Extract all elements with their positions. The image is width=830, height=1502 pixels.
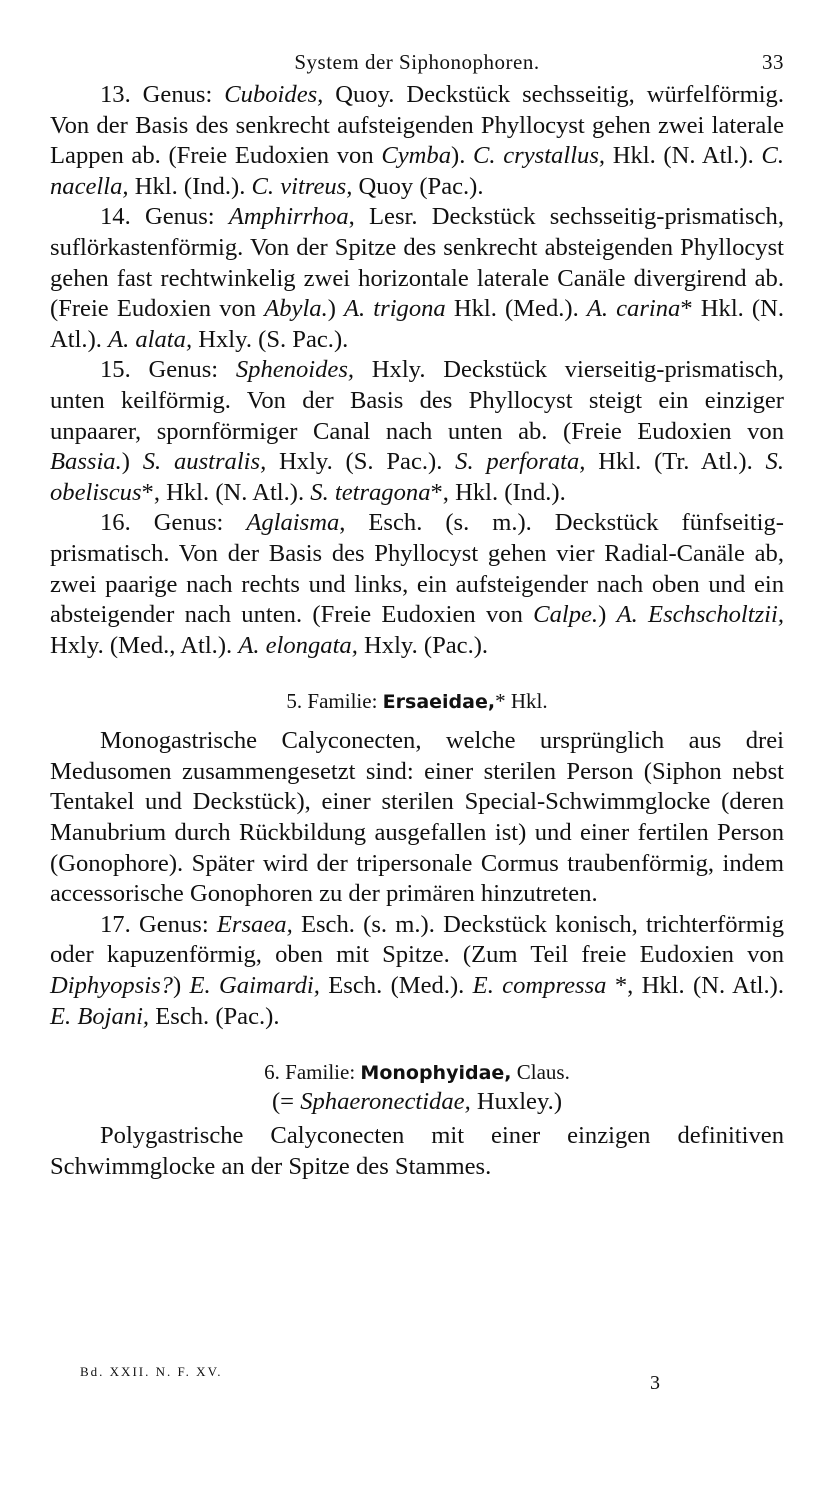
genus-text: Aglaisma, Esch. (s. m.). Deckstück fünfseitig-prismatisch. Von der Basis des Phyllocyst gehen vier Radial-Canäle ab, zwei paarige nach rechts und links, ein aufsteigender nach oben und ein absteigender nach unten. (Freie Eudoxien von Calpe.) A. Eschscholtzii, Hxly. (Med., Atl.). A. elongata, Hxly. (Pac.). bbox=[50, 509, 784, 659]
family-number: 6. Familie: bbox=[264, 1060, 356, 1085]
genus-number: 15. Genus: bbox=[100, 356, 219, 384]
genus-text: Sphenoides, Hxly. Deckstück vierseitig-prismatisch, unten keilförmig. Von der Basis des Phyllocyst steigt ein einziger unpaarer, spornförmiger Canal nach unten ab. (Freie Eudoxien von Bassia.) S. australis, Hxly. (S. Pac.). S. perforata, Hkl. (Tr. Atl.). S. obeliscus*, Hkl. (N. Atl.). S. tetragona*, Hkl. (Ind.). bbox=[50, 356, 784, 506]
sheet-number: 3 bbox=[650, 1372, 660, 1394]
family-6-heading bbox=[50, 1058, 784, 1087]
genus-15-paragraph bbox=[50, 355, 784, 508]
running-title: System der Siphonophoren. bbox=[294, 50, 540, 74]
family-name: Ersaeidae, bbox=[382, 691, 496, 714]
genus-text: Ersaea, Esch. (s. m.). Deckstück konisch, trichterförmig oder kapuzenförmig, oben mit Spitze. (Zum Teil freie Eudoxien von Diphyopsis?) E. Gaimardi, Esch. (Med.). E. compressa *, Hkl. (N. Atl.). E. Bojani, Esch. (Pac.). bbox=[50, 910, 784, 1030]
genus-17-paragraph bbox=[50, 910, 784, 1032]
running-header bbox=[50, 44, 784, 80]
page-number: 33 bbox=[762, 50, 784, 74]
genus-14-paragraph bbox=[50, 202, 784, 355]
signature-mark: Bd. XXII. N. F. XV. bbox=[80, 1364, 223, 1379]
genus-number: 16. Genus: bbox=[100, 509, 224, 537]
genus-text: Amphirrhoa, Lesr. Deckstück sechsseitig-prismatisch, suflörkastenförmig. Von der Spitze des senkrecht absteigenden Phyllocyst gehen fast rechtwinkelig zwei horizontale laterale Canäle divergirend ab. (Freie Eudoxien von Abyla.) A. trigona Hkl. (Med.). A. carina* Hkl. (N. Atl.). A. alata, Hxly. (S. Pac.). bbox=[50, 203, 785, 353]
family-author: * Hkl. bbox=[495, 689, 548, 714]
genus-text: Cuboides, Quoy. Deckstück sechsseitig, würfelförmig. Von der Basis des senkrecht aufsteigenden Phyllocyst gehen zwei laterale Lappen ab. (Freie Eudoxien von Cymba). C. crystallus, Hkl. (N. Atl.). C. nacella, Hkl. (Ind.). C. vitreus, Quoy (Pac.). bbox=[50, 81, 784, 200]
family-5-description: Monogastrische Calyconecten, welche ursprünglich aus drei Medusomen zusammengesetzt sind: einer sterilen Person (Siphon nebst Tentakel und Deckstück), einer sterilen Special-Schwimmglocke (deren Manubrium durch Rückbildung ausgefallen ist) und einer fertilen Person (Gonophore). Später wird der tripersonale Cormus traubenförmig, indem accessorische Gonophoren zu der primären hinzutreten. bbox=[50, 727, 784, 908]
genus-number: 14. Genus: bbox=[100, 203, 215, 231]
genus-13-paragraph bbox=[50, 80, 784, 202]
family-number: 5. Familie: bbox=[286, 689, 378, 714]
family-author: Claus. bbox=[516, 1060, 570, 1085]
genus-number: 13. Genus: bbox=[100, 81, 213, 108]
family-6-synonym: (= Sphaeronectidae, Huxley.) bbox=[271, 1088, 563, 1116]
page-footer bbox=[80, 1364, 680, 1394]
family-name: Monophyidae, bbox=[360, 1062, 512, 1085]
genus-16-paragraph bbox=[50, 508, 784, 661]
family-5-heading bbox=[50, 687, 784, 716]
family-6-description: Polygastrische Calyconecten mit einer einzigen definitiven Schwimmglocke an der Spitze des Stammes. bbox=[50, 1122, 784, 1180]
page bbox=[50, 44, 784, 1182]
genus-number: 17. Genus: bbox=[100, 910, 209, 938]
